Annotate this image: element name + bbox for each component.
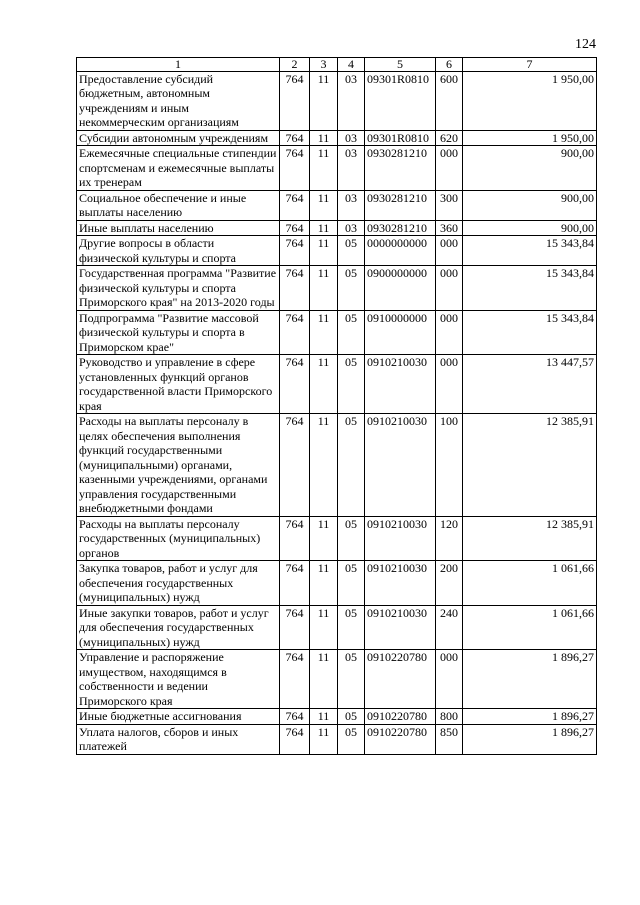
subsection-code-cell: 05 <box>338 516 365 561</box>
expenditure-name-cell: Социальное обеспечение и иные выплаты населению <box>77 190 280 220</box>
subsection-code-cell: 05 <box>338 310 365 355</box>
expense-type-code-cell: 360 <box>436 220 463 236</box>
amount-cell: 13 447,57 <box>463 355 597 414</box>
table-row <box>77 709 597 725</box>
expense-type-code-cell: 100 <box>436 414 463 517</box>
ministry-code-cell: 764 <box>280 516 310 561</box>
expense-type-code-cell: 800 <box>436 709 463 725</box>
section-code-cell: 11 <box>310 561 338 606</box>
target-article-code-cell: 0910220780 <box>365 650 436 709</box>
amount-cell: 900,00 <box>463 220 597 236</box>
amount-cell: 1 950,00 <box>463 71 597 130</box>
amount-cell: 12 385,91 <box>463 414 597 517</box>
amount-cell: 900,00 <box>463 190 597 220</box>
subsection-code-cell: 03 <box>338 190 365 220</box>
ministry-code-cell: 764 <box>280 709 310 725</box>
section-code-cell: 11 <box>310 516 338 561</box>
amount-cell: 15 343,84 <box>463 266 597 311</box>
table-row <box>77 130 597 146</box>
table-row <box>77 605 597 650</box>
section-code-cell: 11 <box>310 605 338 650</box>
ministry-code-cell: 764 <box>280 146 310 191</box>
table-row <box>77 71 597 130</box>
ministry-code-cell: 764 <box>280 561 310 606</box>
expense-type-code-cell: 000 <box>436 310 463 355</box>
subsection-code-cell: 03 <box>338 146 365 191</box>
expenditure-name-cell: Подпрограмма "Развитие массовой физической культуры и спорта в Приморском крае" <box>77 310 280 355</box>
section-code-cell: 11 <box>310 355 338 414</box>
table-row <box>77 146 597 191</box>
expense-type-code-cell: 120 <box>436 516 463 561</box>
table-row <box>77 266 597 311</box>
ministry-code-cell: 764 <box>280 220 310 236</box>
table-row <box>77 190 597 220</box>
column-header-4: 4 <box>338 58 365 72</box>
target-article-code-cell: 0930281210 <box>365 146 436 191</box>
expenditure-name-cell: Управление и распоряжение имуществом, находящимся в собственности и ведении Приморского края <box>77 650 280 709</box>
expenditure-name-cell: Расходы на выплаты персоналу государственных (муниципальных) органов <box>77 516 280 561</box>
section-code-cell: 11 <box>310 310 338 355</box>
expense-type-code-cell: 000 <box>436 650 463 709</box>
ministry-code-cell: 764 <box>280 605 310 650</box>
target-article-code-cell: 0000000000 <box>365 236 436 266</box>
table-row <box>77 310 597 355</box>
section-code-cell: 11 <box>310 146 338 191</box>
section-code-cell: 11 <box>310 414 338 517</box>
column-header-1: 1 <box>77 58 280 72</box>
expense-type-code-cell: 000 <box>436 266 463 311</box>
expenditure-name-cell: Субсидии автономным учреждениям <box>77 130 280 146</box>
expenditure-name-cell: Иные бюджетные ассигнования <box>77 709 280 725</box>
expenditure-name-cell: Предоставление субсидий бюджетным, автономным учреждениям и иным некоммерческим организациям <box>77 71 280 130</box>
subsection-code-cell: 05 <box>338 605 365 650</box>
table-row <box>77 355 597 414</box>
subsection-code-cell: 03 <box>338 130 365 146</box>
ministry-code-cell: 764 <box>280 650 310 709</box>
expense-type-code-cell: 240 <box>436 605 463 650</box>
amount-cell: 900,00 <box>463 146 597 191</box>
ministry-code-cell: 764 <box>280 190 310 220</box>
page-number: 124 <box>575 37 596 52</box>
target-article-code-cell: 09301R0810 <box>365 71 436 130</box>
target-article-code-cell: 09301R0810 <box>365 130 436 146</box>
expenditure-name-cell: Ежемесячные специальные стипендии спортсменам и ежемесячные выплаты их тренерам <box>77 146 280 191</box>
amount-cell: 1 896,27 <box>463 709 597 725</box>
target-article-code-cell: 0910210030 <box>365 516 436 561</box>
expense-type-code-cell: 000 <box>436 355 463 414</box>
column-header-5: 5 <box>365 58 436 72</box>
subsection-code-cell: 05 <box>338 266 365 311</box>
expenditure-name-cell: Уплата налогов, сборов и иных платежей <box>77 724 280 754</box>
expenditure-name-cell: Руководство и управление в сфере установленных функций органов государственной власти Приморского края <box>77 355 280 414</box>
target-article-code-cell: 0910220780 <box>365 709 436 725</box>
subsection-code-cell: 05 <box>338 414 365 517</box>
amount-cell: 1 896,27 <box>463 650 597 709</box>
budget-table <box>76 57 597 755</box>
expense-type-code-cell: 000 <box>436 146 463 191</box>
subsection-code-cell: 03 <box>338 71 365 130</box>
table-row <box>77 650 597 709</box>
subsection-code-cell: 05 <box>338 724 365 754</box>
ministry-code-cell: 764 <box>280 310 310 355</box>
expenditure-name-cell: Закупка товаров, работ и услуг для обеспечения государственных (муниципальных) нужд <box>77 561 280 606</box>
expenditure-name-cell: Расходы на выплаты персоналу в целях обеспечения выполнения функций государственными (муниципальными) органами, казенными учреждениями, органами управления государственными внебюджетными фондами <box>77 414 280 517</box>
expenditure-name-cell: Другие вопросы в области физической культуры и спорта <box>77 236 280 266</box>
expense-type-code-cell: 300 <box>436 190 463 220</box>
target-article-code-cell: 0910210030 <box>365 605 436 650</box>
target-article-code-cell: 0910220780 <box>365 724 436 754</box>
header-row <box>77 58 597 72</box>
table-row <box>77 561 597 606</box>
target-article-code-cell: 0930281210 <box>365 220 436 236</box>
section-code-cell: 11 <box>310 709 338 725</box>
expenditure-name-cell: Государственная программа "Развитие физической культуры и спорта Приморского края" на 2013-2020 годы <box>77 266 280 311</box>
table-row <box>77 516 597 561</box>
amount-cell: 12 385,91 <box>463 516 597 561</box>
amount-cell: 1 896,27 <box>463 724 597 754</box>
section-code-cell: 11 <box>310 650 338 709</box>
table-row <box>77 724 597 754</box>
section-code-cell: 11 <box>310 130 338 146</box>
table-body <box>77 71 597 754</box>
target-article-code-cell: 0910210030 <box>365 561 436 606</box>
amount-cell: 15 343,84 <box>463 310 597 355</box>
ministry-code-cell: 764 <box>280 355 310 414</box>
section-code-cell: 11 <box>310 236 338 266</box>
section-code-cell: 11 <box>310 266 338 311</box>
expense-type-code-cell: 620 <box>436 130 463 146</box>
ministry-code-cell: 764 <box>280 236 310 266</box>
expenditure-name-cell: Иные закупки товаров, работ и услуг для обеспечения государственных (муниципальных) нужд <box>77 605 280 650</box>
target-article-code-cell: 0910000000 <box>365 310 436 355</box>
expense-type-code-cell: 600 <box>436 71 463 130</box>
table-row <box>77 236 597 266</box>
column-header-3: 3 <box>310 58 338 72</box>
section-code-cell: 11 <box>310 724 338 754</box>
target-article-code-cell: 0910210030 <box>365 355 436 414</box>
section-code-cell: 11 <box>310 220 338 236</box>
table-row <box>77 414 597 517</box>
section-code-cell: 11 <box>310 190 338 220</box>
ministry-code-cell: 764 <box>280 130 310 146</box>
expense-type-code-cell: 000 <box>436 236 463 266</box>
expense-type-code-cell: 850 <box>436 724 463 754</box>
subsection-code-cell: 05 <box>338 709 365 725</box>
subsection-code-cell: 05 <box>338 561 365 606</box>
section-code-cell: 11 <box>310 71 338 130</box>
column-header-6: 6 <box>436 58 463 72</box>
ministry-code-cell: 764 <box>280 71 310 130</box>
expense-type-code-cell: 200 <box>436 561 463 606</box>
amount-cell: 15 343,84 <box>463 236 597 266</box>
target-article-code-cell: 0930281210 <box>365 190 436 220</box>
target-article-code-cell: 0900000000 <box>365 266 436 311</box>
target-article-code-cell: 0910210030 <box>365 414 436 517</box>
subsection-code-cell: 03 <box>338 220 365 236</box>
ministry-code-cell: 764 <box>280 266 310 311</box>
column-header-2: 2 <box>280 58 310 72</box>
expenditure-name-cell: Иные выплаты населению <box>77 220 280 236</box>
ministry-code-cell: 764 <box>280 724 310 754</box>
subsection-code-cell: 05 <box>338 355 365 414</box>
table-row <box>77 220 597 236</box>
subsection-code-cell: 05 <box>338 236 365 266</box>
column-header-7: 7 <box>463 58 597 72</box>
amount-cell: 1 061,66 <box>463 605 597 650</box>
ministry-code-cell: 764 <box>280 414 310 517</box>
subsection-code-cell: 05 <box>338 650 365 709</box>
amount-cell: 1 950,00 <box>463 130 597 146</box>
amount-cell: 1 061,66 <box>463 561 597 606</box>
